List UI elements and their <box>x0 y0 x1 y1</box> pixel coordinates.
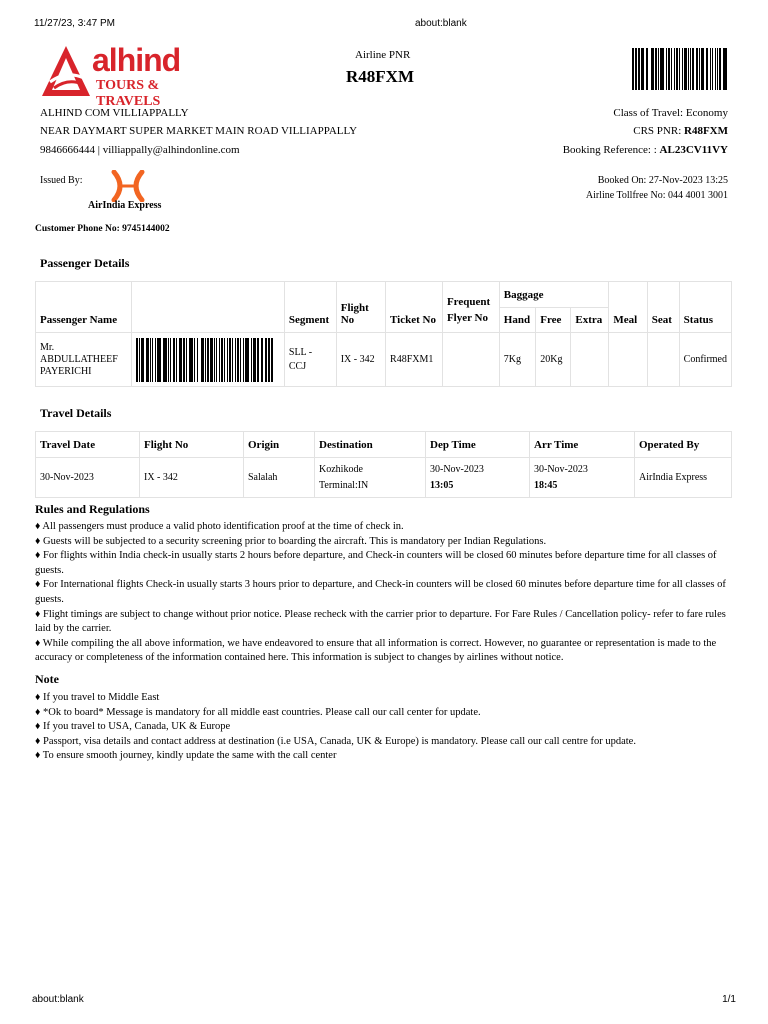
td-hand: 7Kg <box>499 333 535 387</box>
td-origin: Salalah <box>244 458 315 498</box>
td-ticket-no: R48FXM1 <box>386 333 443 387</box>
crs-pnr <box>633 125 728 137</box>
note-item: ♦ To ensure smooth journey, kindly update the same with the call center <box>35 750 337 762</box>
arr-date: 30-Nov-2023 <box>534 463 588 475</box>
td-flight-no: IX - 342 <box>336 333 385 387</box>
crs-value: R48FXM <box>684 125 728 137</box>
booking-reference <box>563 144 728 156</box>
note-item: ♦ If you travel to Middle East <box>35 692 160 703</box>
th-passenger-name: Passenger Name <box>36 282 132 333</box>
note-item: ♦ If you travel to USA, Canada, UK & Europe <box>35 721 231 733</box>
th-arr-time: Arr Time <box>530 432 635 458</box>
pnr-value: R48FXM <box>346 67 414 86</box>
passenger-barcode <box>136 338 276 382</box>
td-status: Confirmed <box>679 333 731 387</box>
td-destination <box>315 458 426 498</box>
th-frequent-flyer <box>442 282 499 333</box>
travel-table <box>35 431 732 498</box>
note-list <box>35 691 735 764</box>
rule-item: ♦ Flight timings are subject to change without prior notice. Please recheck with the carrier prior to departure. For Fare Rules / Cancellation policy- refer to fare rules laid by the carrier. <box>35 608 726 635</box>
pnr-label: Airline PNR <box>355 49 411 61</box>
rule-item: ♦ For flights within India check-in usually starts 2 hours before departure, and Check-in counters will be closed 60 minutes before departure time for all classes of guests. <box>35 550 717 576</box>
th-free: Free <box>536 308 571 333</box>
dest-terminal: Terminal:IN <box>319 479 369 491</box>
issued-by-label: Issued By: <box>40 175 83 186</box>
th-travel-date: Travel Date <box>36 432 140 458</box>
airline-tollfree: Airline Tollfree No: 044 4001 3001 <box>585 190 728 201</box>
dep-time: 13:05 <box>430 479 454 491</box>
td-operated-by: AirIndia Express <box>635 458 732 498</box>
td-extra <box>571 333 609 387</box>
pnr-barcode <box>632 48 728 90</box>
td-travel-date: 30-Nov-2023 <box>36 458 140 498</box>
ref-value: AL23CV11VY <box>659 144 728 156</box>
print-page-count: 1/1 <box>722 994 736 1005</box>
agency-contact: 9846666444 | villiappally@alhindonline.com <box>40 144 240 156</box>
logo-sub-text: TOURS & TRAVELS <box>96 78 161 109</box>
td-frequent-flyer <box>442 333 499 387</box>
th-baggage: Baggage <box>499 282 609 308</box>
th-hand: Hand <box>499 308 535 333</box>
td-travel-flight: IX - 342 <box>140 458 244 498</box>
travel-details-title: Travel Details <box>40 406 112 420</box>
th-extra: Extra <box>571 308 609 333</box>
td-meal <box>609 333 647 387</box>
th-destination: Destination <box>315 432 426 458</box>
customer-phone: Customer Phone No: 9745144002 <box>35 224 170 234</box>
airindia-express-logo-icon <box>110 170 146 202</box>
note-title: Note <box>35 672 59 686</box>
ref-label: Booking Reference: : <box>562 144 657 156</box>
booked-on: Booked On: 27-Nov-2023 13:25 <box>597 175 728 186</box>
print-title: about:blank <box>415 18 467 29</box>
dep-date: 30-Nov-2023 <box>430 463 484 475</box>
note-item: ♦ Passport, visa details and contact address at destination (i.e USA, Canada, UK & Europe) is mandatory. Please call our call centre for update. <box>35 735 636 747</box>
td-passenger-name: Mr. ABDULLATHEEF PAYERICHI <box>36 333 132 387</box>
passenger-table <box>35 281 732 387</box>
travel-row <box>36 458 732 498</box>
th-origin: Origin <box>244 432 315 458</box>
alhind-logo <box>40 42 220 109</box>
crs-label: CRS PNR: <box>633 125 682 137</box>
th-segment: Segment <box>284 282 336 333</box>
arr-time: 18:45 <box>534 479 558 491</box>
class-of-travel <box>613 107 728 119</box>
td-seat <box>647 333 679 387</box>
th-status: Status <box>679 282 731 333</box>
th-frequent-flyer-text: Frequent Flyer No <box>446 296 491 324</box>
th-seat: Seat <box>647 282 679 333</box>
class-value: Economy <box>685 107 728 119</box>
agency-address: NEAR DAYMART SUPER MARKET MAIN ROAD VILLIAPPALLY <box>40 125 358 137</box>
note-item: ♦ *Ok to board* Message is mandatory for all middle east countries. Please call our call center for update. <box>35 706 481 718</box>
print-datetime: 11/27/23, 3:47 PM <box>34 18 115 29</box>
th-flight-no: Flight No <box>336 282 385 333</box>
class-label: Class of Travel: <box>613 107 684 119</box>
th-barcode <box>132 282 284 333</box>
th-travel-flight: Flight No <box>140 432 244 458</box>
td-segment: SLL - CCJ <box>284 333 336 387</box>
issuer-airline: AirIndia Express <box>88 200 162 211</box>
logo-mark-icon <box>40 44 92 98</box>
passenger-details-title: Passenger Details <box>40 256 130 270</box>
rules-title: Rules and Regulations <box>35 502 150 516</box>
rules-list <box>35 520 735 666</box>
td-arr-time <box>530 458 635 498</box>
logo-brand-text: alhind <box>92 42 181 78</box>
agency-name: ALHIND COM VILLIAPPALLY <box>40 107 189 119</box>
rule-item: ♦ While compiling the all above information, we have endeavored to ensure that all information is correct. However, no guarantee or representation is made to the accuracy or completeness of the information contained here. This information is subject to changes by airlines without notice. <box>35 637 717 664</box>
print-footer-url: about:blank <box>32 994 84 1005</box>
rule-item: ♦ All passengers must produce a valid photo identification proof at the time of check in. <box>35 521 404 532</box>
rule-item: ♦ Guests will be subjected to a security screening prior to boarding the aircraft. This is mandatory per Indian Regulations. <box>35 535 547 547</box>
th-operated-by: Operated By <box>635 432 732 458</box>
td-free: 20Kg <box>536 333 571 387</box>
th-meal: Meal <box>609 282 647 333</box>
th-ticket-no: Ticket No <box>386 282 443 333</box>
td-passenger-barcode <box>132 333 284 387</box>
dest-city: Kozhikode <box>319 463 363 475</box>
passenger-row <box>36 333 732 387</box>
rule-item: ♦ For International flights Check-in usually starts 3 hours prior to departure, and Check-in counters will be closed 60 minutes before departure time for all classes of guests. <box>35 579 726 605</box>
th-dep-time: Dep Time <box>426 432 530 458</box>
td-dep-time <box>426 458 530 498</box>
